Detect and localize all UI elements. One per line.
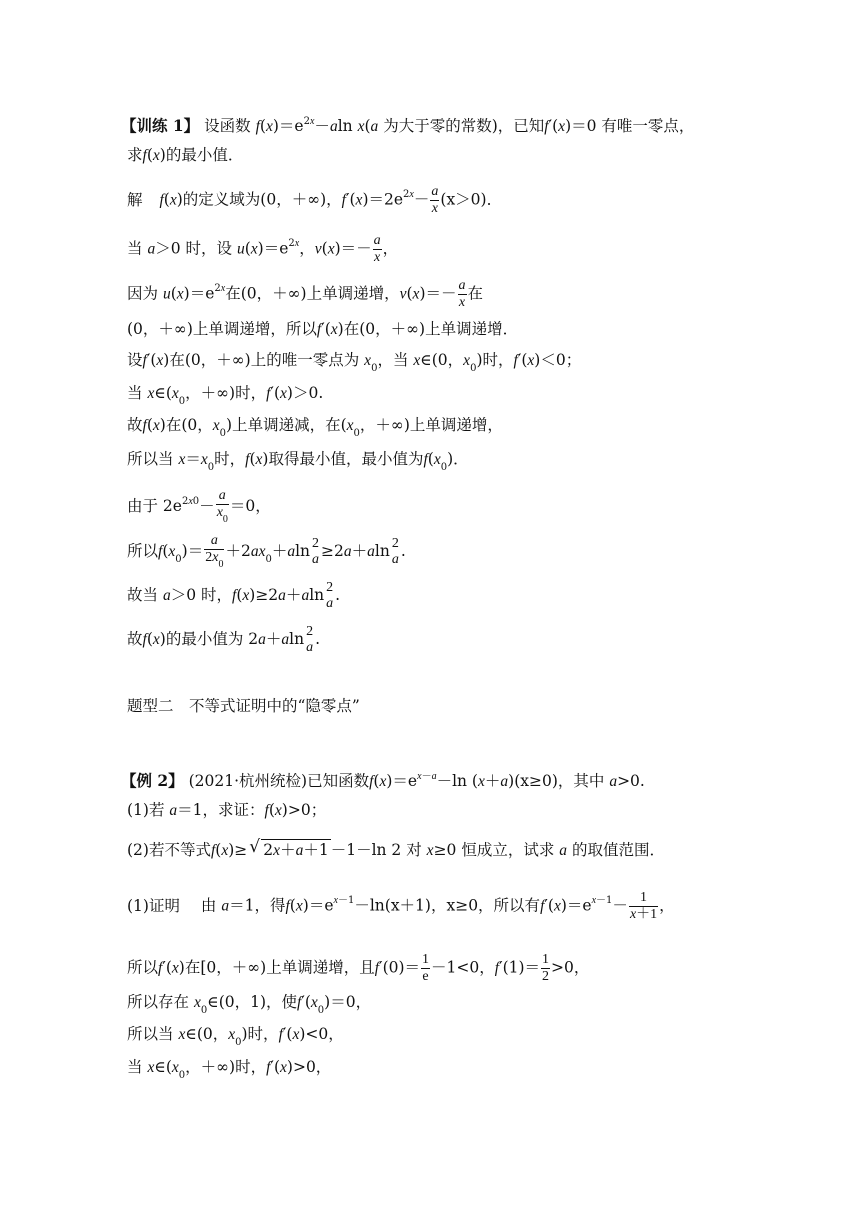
example-2-title: 【例 2】 xyxy=(121,771,184,791)
proof-line-3: 所以存在 $x_0\in(0$，1)，使$f'(x_0)=0$， xyxy=(127,993,372,1017)
solution-line-3: 因为 $u(x)=e^{2x}$在(0，＋∞)上单调递增，v(x)＝－ $\frac{a}{x}$ 在 xyxy=(127,278,484,310)
example-2-question-2: (2)若不等式f(x)≥√ 2x＋a＋1 －1－ln 2 对 x≥0 恒成立，试求 a 的取值范围． xyxy=(127,839,665,861)
training-1-line-2: 求f(x)的最小值． xyxy=(127,146,244,164)
proof-line-4: 所以当 x∈(0，$x_0$)时，f′(x)<0， xyxy=(127,1025,344,1049)
solution-line-10: 所以$f(x_0)=$ $\frac{a}{2x_0}$ $+2ax_0+aln$ 2 a ≥2a＋aln 2 a . xyxy=(127,533,406,570)
proof-line-5: 当 $x\in(x_0$，＋∞)时，f′(x)>0， xyxy=(127,1058,332,1082)
solution-line-7: 故f(x)在(0，$x_0$)上单调递减，在($x_0$，＋∞)上单调递增， xyxy=(127,416,503,440)
example-2-line-1: 【例 2】 (2021·杭州统检)已知函数$f(x)=e^{x-a}-\ln$ (x＋a)(x≥0)，其中 a>0. xyxy=(121,771,645,791)
solution-line-8: 所以当 $x=x_0$时，f(x)取得最小值，最小值为$f(x_0)$． xyxy=(127,450,469,474)
example-2-question-1: (1)若 a＝1，求证：f(x)>0； xyxy=(127,801,327,819)
proof-line-1: (1)证明 由 a＝1，得$f(x)=e^{x-1}-\ln(x+1)$，x≥0，所以有$f'(x)=e^{x-1}-$ $\frac{1}{x+1}$ ， xyxy=(127,890,675,922)
solution-line-11: 故当 a＞0 时，f(x)≥2a＋aln 2 a . xyxy=(127,580,341,611)
solution-line-9: 由于 $2e^{2x0}-$ $\frac{a}{x_0}$ ＝0， xyxy=(127,488,271,525)
solution-line-6: 当 $x\in(x_0$，＋∞)时，f′(x)＞0. xyxy=(127,384,324,408)
training-1-line-1: 【训练 1】 设函数 $f(x)=e^{2x}-aln$ x(a 为大于零的常数)，已知f′(x)＝0 有唯一零点， xyxy=(121,116,695,136)
solution-line-1: 解 f(x)的定义域为(0，＋∞)，$f'(x)=2e^{2x}-$ $\frac{a}{x}$ (x＞0)． xyxy=(127,184,503,216)
solution-line-4: (0，＋∞)上单调递增，所以f′(x)在(0，＋∞)上单调递增． xyxy=(127,320,519,338)
proof-label: (1)证明 xyxy=(127,896,180,915)
solution-label: 解 xyxy=(127,190,143,209)
solution-line-2: 当 a＞0 时，设 $u(x)=e^{2x}$，v(x)＝－ $\frac{a}{x}$ ， xyxy=(127,233,399,265)
solution-line-12: 故f(x)的最小值为 2a＋aln 2 a . xyxy=(127,624,321,655)
solution-line-5: 设f′(x)在(0，＋∞)上的唯一零点为 $x_0$，当 x∈(0，$x_0$)时，f′(x)＜0； xyxy=(127,351,582,375)
section-heading: 题型二 不等式证明中的“隐零点” xyxy=(127,697,360,715)
training-1-title: 【训练 1】 xyxy=(121,116,200,136)
proof-line-2: 所以f′(x)在[0，＋∞)上单调递增，且f′(0)＝ $\frac{1}{e}$ －1<0，f′(1)＝ $\frac{1}{2}$ >0， xyxy=(127,952,590,984)
